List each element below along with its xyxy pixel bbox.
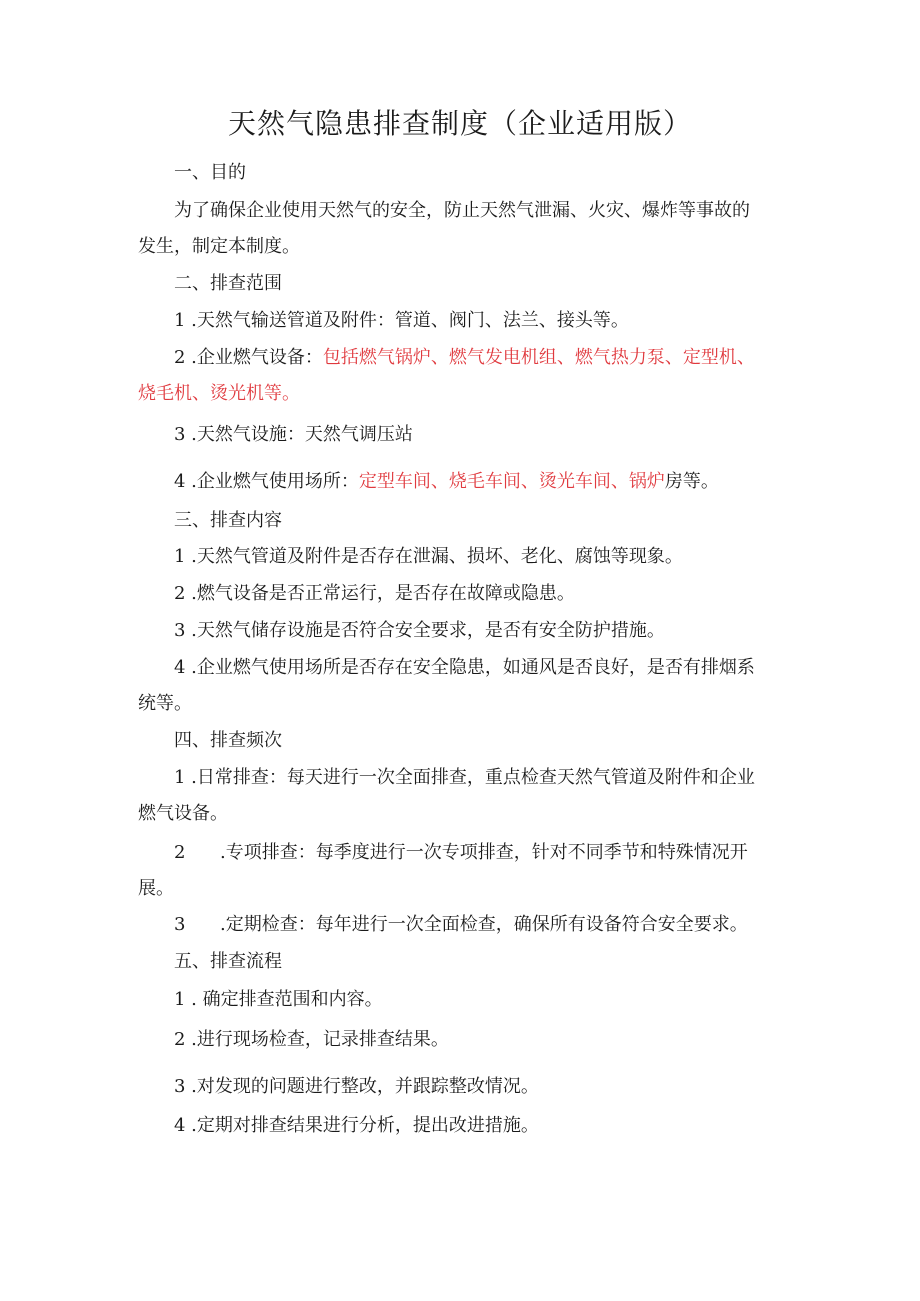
frequency-item-2-line2: 展。 [138, 878, 174, 899]
purpose-paragraph-line2: 发生，制定本制度。 [138, 236, 300, 257]
process-item-2: 2 .进行现场检查，记录排查结果。 [174, 1029, 449, 1050]
purpose-paragraph-line1: 为了确保企业使用天然气的安全，防止天然气泄漏、火灾、爆炸等事故的 [174, 200, 750, 221]
process-item-4: 4 .定期对排查结果进行分析，提出改进措施。 [174, 1115, 539, 1136]
scope-item-2-line1 [174, 344, 755, 372]
frequency-item-2-line1 [174, 839, 748, 867]
scope-item-3: 3 .天然气设施：天然气调压站 [174, 424, 413, 445]
frequency-item-3-number: 3 [174, 914, 186, 935]
process-item-3: 3 .对发现的问题进行整改，并跟踪整改情况。 [174, 1076, 539, 1097]
content-item-3: 3 .天然气储存设施是否符合安全要求，是否有安全防护措施。 [174, 620, 665, 641]
scope-item-1: 1 .天然气输送管道及附件：管道、阀门、法兰、接头等。 [174, 310, 629, 331]
section-heading-content: 三、排查内容 [174, 510, 282, 531]
content-item-2: 2 .燃气设备是否正常运行，是否存在故障或隐患。 [174, 583, 575, 604]
scope-item-2-line2: 烧毛机、烫光机等。 [138, 383, 300, 404]
scope-item-2-highlight: 包括燃气锅炉、燃气发电机组、燃气热力泵、定型机、 [322, 347, 755, 368]
section-heading-purpose: 一、目的 [174, 162, 246, 183]
content-item-1: 1 .天然气管道及附件是否存在泄漏、损坏、老化、腐蚀等现象。 [174, 546, 683, 567]
frequency-item-3 [174, 911, 748, 939]
frequency-item-1-line2: 燃气设备。 [138, 803, 228, 824]
section-heading-process: 五、排查流程 [174, 951, 282, 972]
content-item-4-line1: 4 .企业燃气使用场所是否存在安全隐患，如通风是否良好，是否有排烟系 [174, 657, 755, 678]
scope-item-4-prefix: 4 .企业燃气使用场所： [174, 471, 359, 492]
scope-item-4-highlight: 定型车间、烧毛车间、烫光车间、锅炉 [358, 471, 665, 492]
scope-item-2-prefix: 2 .企业燃气设备： [174, 347, 323, 368]
frequency-item-1-line1: 1 .日常排查：每天进行一次全面排查，重点检查天然气管道及附件和企业 [174, 767, 755, 788]
content-item-4-line2: 统等。 [138, 693, 192, 714]
frequency-item-2-number: 2 [174, 842, 186, 863]
section-heading-frequency: 四、排查频次 [174, 730, 282, 751]
document-title: 天然气隐患排查制度（企业适用版） [227, 107, 692, 140]
process-item-1: 1 . 确定排查范围和内容。 [174, 989, 383, 1010]
scope-item-4-suffix: 房等。 [664, 471, 719, 492]
section-heading-scope: 二、排查范围 [174, 273, 282, 294]
frequency-item-3-text: .定期检查：每年进行一次全面检查，确保所有设备符合安全要求。 [220, 914, 748, 935]
scope-item-4 [174, 468, 719, 496]
frequency-item-2-text: .专项排查：每季度进行一次专项排查，针对不同季节和特殊情况开 [220, 842, 748, 863]
